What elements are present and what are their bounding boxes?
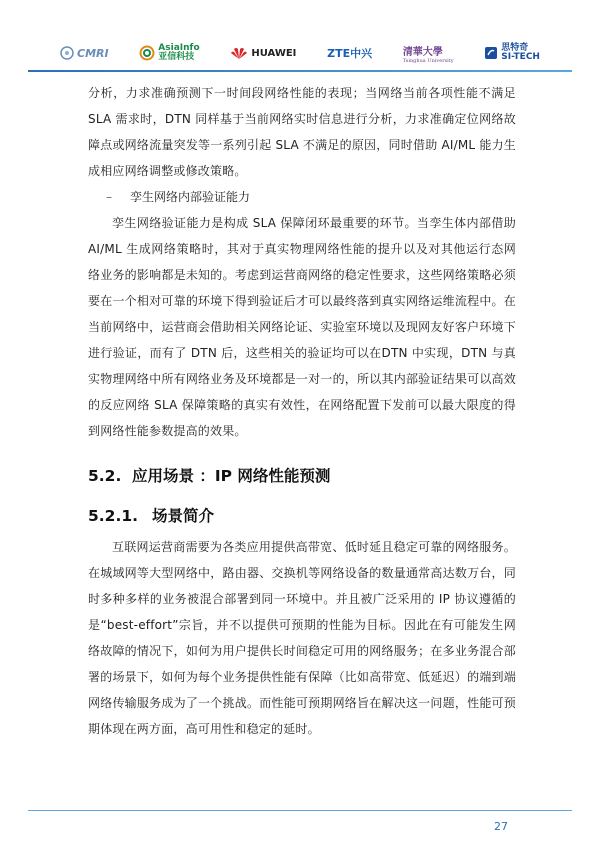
page-content xyxy=(88,80,516,742)
section-title: 应用场景 ：IP 网络性能预测 xyxy=(132,467,331,485)
partner-logos xyxy=(60,40,540,66)
cmri-logo-text: CMRI xyxy=(77,46,109,60)
sitech-logo xyxy=(484,44,540,62)
tsinghua-logo-text: 清華大學 xyxy=(402,46,443,58)
huawei-petal-icon xyxy=(230,46,248,60)
huawei-logo xyxy=(230,46,296,60)
sitech-logo-text: 思特奇 xyxy=(501,43,529,53)
paragraph-dtn-analysis: 分析，力求准确预测下一时间段网络性能的表现；当网络当前各项性能不满足 SLA 需求时，DTN 同样基于当前网络实时信息进行分析，力求准确定位网络故障点或网络流量突发等一系列引起 SLA 不满足的原因，同时借助 AI/ML 能力生成相应网络调整或修改策略。 xyxy=(88,86,516,178)
asiainfo-mark-icon xyxy=(139,45,155,61)
zte-logo xyxy=(327,45,372,61)
subsection-title: 场景简介 xyxy=(152,507,215,525)
subsection-heading xyxy=(88,502,516,530)
bullet-text: 孪生网络内部验证能力 xyxy=(130,190,251,204)
asiainfo-logo-subtext: 亚信科技 xyxy=(158,52,195,62)
page-number: 27 xyxy=(494,820,508,833)
bullet-dash: – xyxy=(106,190,112,204)
tsinghua-logo xyxy=(403,43,454,64)
section-number: 5.2. xyxy=(88,467,122,485)
sitech-mark-icon xyxy=(484,46,498,60)
paragraph-scenario: 互联网运营商需要为各类应用提供高带宽、低时延且稳定可靠的网络服务。在城域网等大型网络中，路由器、交换机等网络设备的数量通常高达数万台，同时多种多样的业务被混合部署到同一环境中。并且被广泛采用的 IP 协议遵循的是“best-effort”宗旨，并不以提供可预期的性能为目标。因此在有可能发生网络故障的情况下，如何为用户提供长时间稳定可用的网络服务；在多业务混合部署的场景下，如何为每个业务提供性能有保障（比如高带宽、低延迟）的端到端网络传输服务成为了一个挑战。而性能可预期网络旨在解决这一问题，性能可预期体现在两方面，高可用性和稳定的延时。 xyxy=(88,540,516,736)
bullet-item xyxy=(106,184,516,210)
cmri-mark-icon xyxy=(60,46,74,60)
section-heading xyxy=(88,462,516,490)
asiainfo-logo xyxy=(139,44,199,62)
footer-divider xyxy=(28,810,572,811)
tsinghua-logo-subtext: Tsinghua University xyxy=(402,57,454,64)
zte-logo-text: ZTE中兴 xyxy=(327,47,373,60)
asiainfo-logo-text: AsiaInfo xyxy=(158,43,200,53)
paragraph-verification: 孪生网络验证能力是构成 SLA 保障闭环最重要的环节。当孪生体内部借助 AI/ML 生成网络策略时，其对于真实物理网络性能的提升以及对其他运行态网络业务的影响都是未知的。考虑到运营商网络的稳定性要求，这些网络策略必须要在一个相对可靠的环境下得到验证后才可以最终落到真实网络运维流程中。在当前网络中，运营商会借助相关网络论证、实验室环境以及现网友好客户环境下进行验证，而有了 DTN 后，这些相关的验证均可以在DTN 中实现，DTN 与真实物理网络中所有网络业务及环境都是一对一的，所以其内部验证结果可以高效的反应网络 SLA 保障策略的真实有效性，在网络配置下发前可以最大限度的得到网络性能参数提高的效果。 xyxy=(88,216,516,438)
subsection-number: 5.2.1. xyxy=(88,507,139,525)
header-divider xyxy=(28,70,572,72)
huawei-logo-text: HUAWEI xyxy=(251,47,297,59)
page-header xyxy=(0,0,600,70)
sitech-logo-subtext: SI-TECH xyxy=(501,52,540,62)
cmri-logo xyxy=(60,46,109,60)
